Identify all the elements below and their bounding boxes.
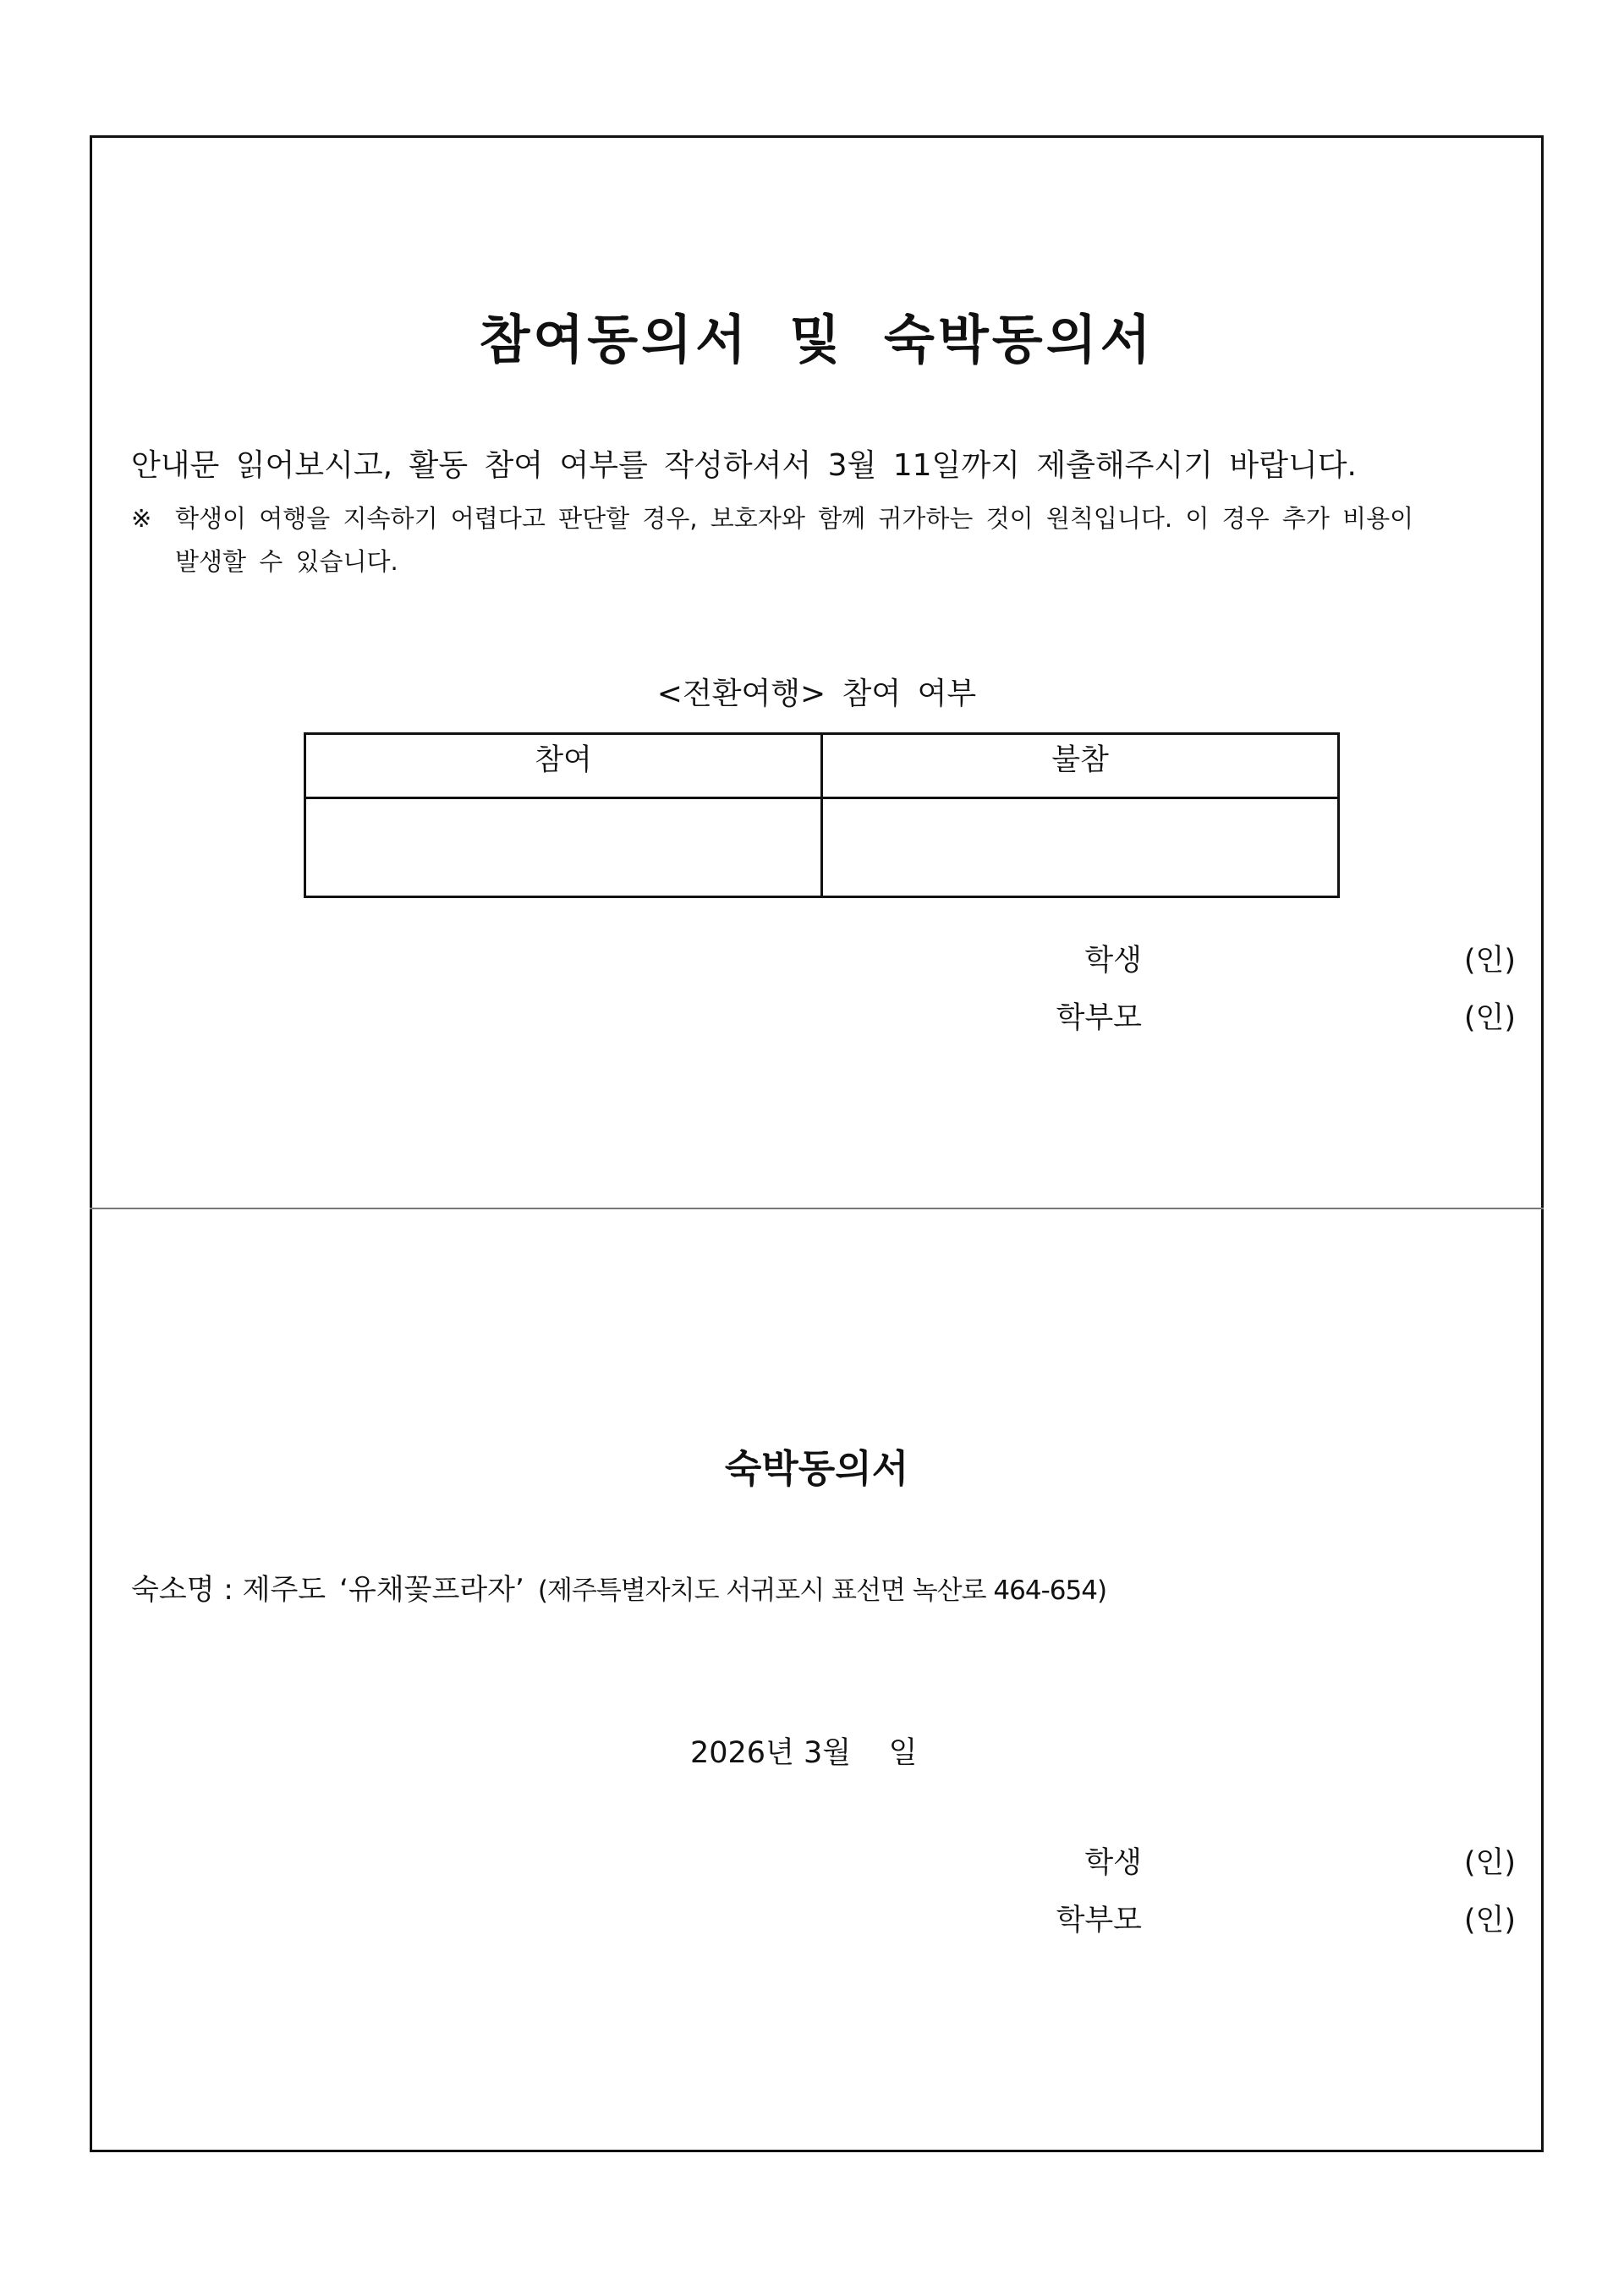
note-line-2: 발생할 수 있습니다. [175,547,398,576]
consent-note [131,497,1506,584]
lodging-address: (제주특별자치도 서귀포시 표선면 녹산로 464-654) [537,1575,1107,1606]
lodging-title: 숙박동의서 [724,1446,909,1491]
table-header-row [305,734,1339,798]
participate-check-cell[interactable] [305,798,822,897]
consent-student-label: 학생 [1084,944,1142,978]
consent-title: 참여동의서 및 숙박동의서 [479,309,1155,370]
document-frame [90,135,1544,2152]
absent-header: 불참 [822,734,1339,798]
consent-parent-stamp[interactable]: (인) [1463,1001,1516,1035]
lodging-info [131,1566,1106,1608]
lodging-student-stamp[interactable]: (인) [1463,1846,1516,1880]
participation-table [304,732,1340,898]
lodging-parent-stamp[interactable]: (인) [1463,1904,1516,1937]
lodging-name-prefix: 숙소명 : 제주도 [131,1573,326,1607]
absent-check-cell[interactable] [822,798,1339,897]
lodging-date: 2026년 3월 일 [690,1736,918,1770]
section-divider [90,1208,1544,1209]
participation-table-caption: <전환여행> 참여 여부 [656,677,977,711]
table-row [305,798,1339,897]
reference-mark-icon: ※ [131,504,152,533]
consent-student-stamp[interactable]: (인) [1463,944,1516,978]
lodging-parent-label: 학부모 [1056,1904,1142,1937]
lodging-student-label: 학생 [1084,1846,1142,1880]
consent-parent-label: 학부모 [1056,1001,1142,1035]
consent-notice: 안내문 읽어보시고, 활동 참여 여부를 작성하셔서 3월 11일까지 제출해주시기 바랍니다. [131,448,1357,483]
note-line-1: 학생이 여행을 지속하기 어렵다고 판단할 경우, 보호자와 함께 귀가하는 것이 원칙입니다. 이 경우 추가 비용이 [175,504,1414,533]
participate-header: 참여 [305,734,822,798]
lodging-name: ‘유채꽃프라자’ [339,1573,524,1607]
